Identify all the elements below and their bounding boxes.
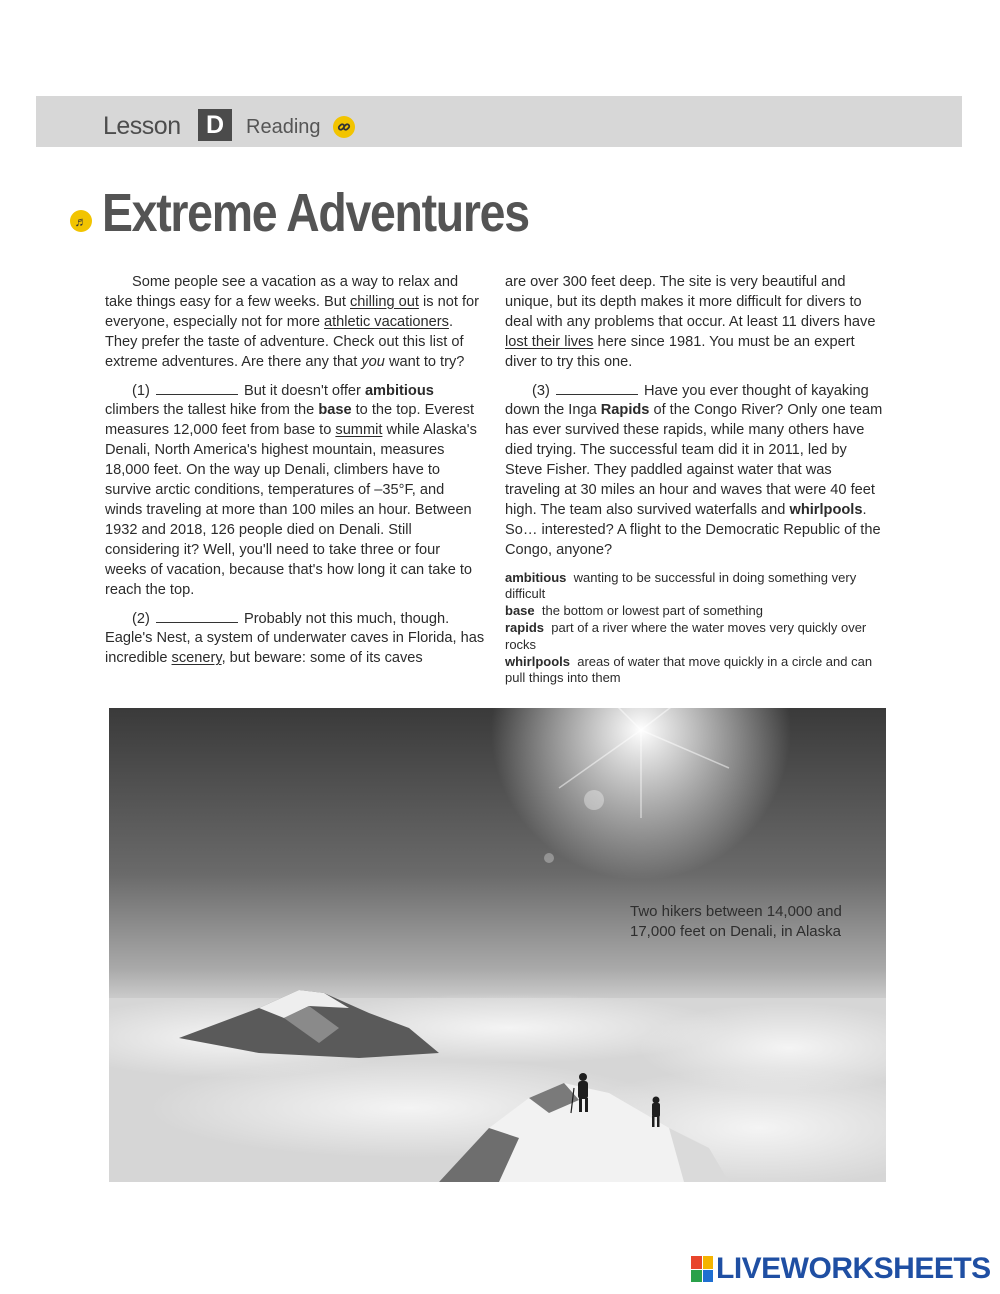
answer-blank-1[interactable] [156,382,238,395]
answer-blank-3[interactable] [556,382,638,395]
paragraph-1: (1) But it doesn't offer ambitious climbers the tallest hike from the base to the top. Everest measures 12,000 feet from base to summit while Alaska's Denali, North America's highest mountain, measures 18,000 feet. On the way up Denali, climbers have to survive arctic conditions, temperatures of –35°F, and winds traveling at more than 100 miles an hour. Between 1932 and 2018, 126 people died on Denali. Still considering it? Well, you'll need to take three or four weeks of vacation, because that's how long it can take to reach the top. [105,382,477,598]
glossary-entry: whirlpools areas of water that move quickly in a circle and can pull things into them [505,653,873,686]
brand-name: LIVEWORKSHEETS [716,1252,991,1285]
link-icon[interactable] [333,116,355,138]
vocab-chilling-out: chilling out [349,293,419,310]
photo-caption: Two hikers between 14,000 and 17,000 feet on Denali, in Alaska [630,903,842,940]
liveworksheets-brand [691,1252,991,1286]
lesson-label: Lesson [103,112,181,140]
right-column [505,273,887,687]
vocab-athletic-vacationers: athletic vacationers [324,313,449,330]
glossary-entry: ambitious wanting to be successful in doing something very difficult [505,569,857,602]
vocab-summit: summit [335,422,383,439]
glossary-entry: base the bottom or lowest part of something [505,603,763,619]
vocab-lost-their-lives: lost their lives [505,333,594,350]
lesson-letter-badge: D [198,109,232,141]
left-column [105,273,485,678]
paragraph-2: (2) Probably not this much, though. Eagle's Nest, a system of underwater caves in Florida, has incredible scenery, but beware: some of its caves [105,610,485,667]
vocab-scenery: scenery [171,650,222,667]
glossary [505,570,887,688]
audio-icon[interactable]: ♬ [70,210,92,232]
denali-photo [109,708,886,1182]
section-label: Reading [246,116,321,138]
intro-paragraph: Some people see a vacation as a way to relax and take things easy for a few weeks. But chilling out is not for everyone, especially not for more athletic vacationers. They prefer the taste of adventure. Check out this list of extreme adventures. Are there any that you want to try? [105,274,479,370]
paragraph-3: (3) Have you ever thought of kayaking down the Inga Rapids of the Congo River? Only one team has ever survived these rapids, while many others have died trying. The successful team did it in 2011, led by Steve Fisher. They paddled against water that was traveling at 30 miles an hour and waves that were 40 feet high. The team also survived waterfalls and whirlpools. So… interested? A flight to the Democratic Republic of the Congo, anyone? [505,382,883,558]
liveworksheets-logo-icon [691,1256,713,1282]
paragraph-2-continued: are over 300 feet deep. The site is very beautiful and unique, but its depth makes it more difficult for divers to deal with any problems that occur. At least 11 divers have lost their lives here since 1981. You must be an expert diver to try this one. [505,274,876,370]
glossary-entry: rapids part of a river where the water moves very quickly over rocks [505,620,867,652]
answer-blank-2[interactable] [156,610,238,623]
page-title: Extreme Adventures [102,183,529,243]
